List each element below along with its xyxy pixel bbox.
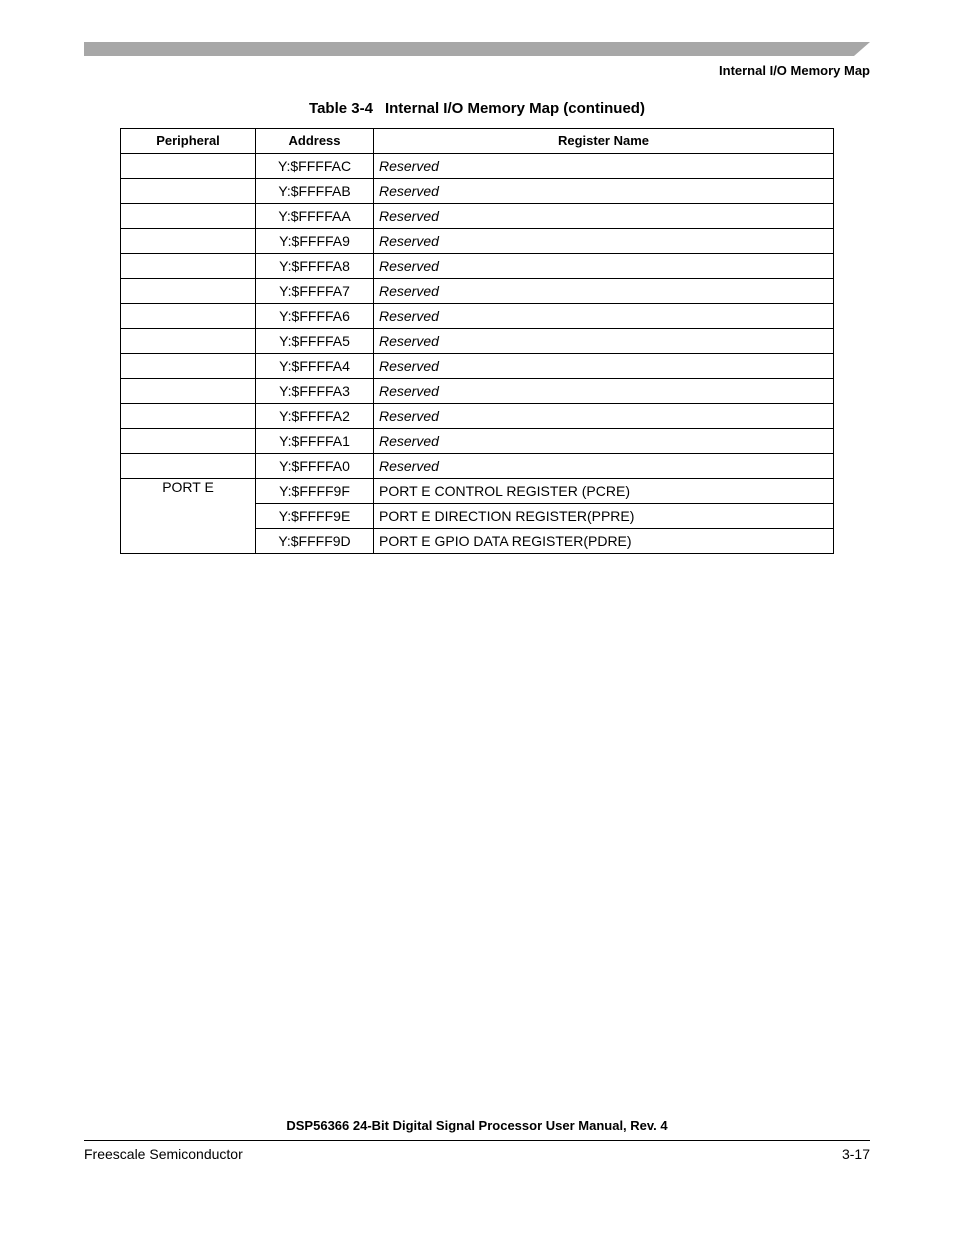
cell-register-name: PORT E CONTROL REGISTER (PCRE) bbox=[374, 479, 834, 504]
cell-register-name: Reserved bbox=[374, 379, 834, 404]
cell-register-name: PORT E DIRECTION REGISTER(PPRE) bbox=[374, 504, 834, 529]
column-header-peripheral: Peripheral bbox=[121, 129, 256, 154]
column-header-register-name: Register Name bbox=[374, 129, 834, 154]
cell-register-name: Reserved bbox=[374, 354, 834, 379]
table-row bbox=[121, 329, 834, 354]
cell-peripheral: PORT E bbox=[121, 479, 256, 554]
cell-peripheral bbox=[121, 329, 256, 354]
cell-address: Y:$FFFFA6 bbox=[256, 304, 374, 329]
cell-peripheral bbox=[121, 404, 256, 429]
table-row bbox=[121, 254, 834, 279]
table-row bbox=[121, 229, 834, 254]
cell-register-name: Reserved bbox=[374, 429, 834, 454]
cell-address: Y:$FFFFA5 bbox=[256, 329, 374, 354]
cell-register-name: Reserved bbox=[374, 204, 834, 229]
cell-register-name: Reserved bbox=[374, 404, 834, 429]
cell-address: Y:$FFFF9D bbox=[256, 529, 374, 554]
cell-register-name: Reserved bbox=[374, 229, 834, 254]
table-caption-number: Table 3-4 bbox=[309, 100, 373, 117]
table-row bbox=[121, 279, 834, 304]
cell-peripheral bbox=[121, 279, 256, 304]
section-title: Internal I/O Memory Map bbox=[719, 63, 870, 78]
table-caption-title: Internal I/O Memory Map (continued) bbox=[384, 100, 645, 117]
cell-peripheral bbox=[121, 154, 256, 179]
cell-peripheral bbox=[121, 454, 256, 479]
table-row bbox=[121, 304, 834, 329]
table-row bbox=[121, 154, 834, 179]
cell-peripheral bbox=[121, 254, 256, 279]
table-row bbox=[121, 454, 834, 479]
cell-address: Y:$FFFFA1 bbox=[256, 429, 374, 454]
cell-address: Y:$FFFFA8 bbox=[256, 254, 374, 279]
column-header-address: Address bbox=[256, 129, 374, 154]
cell-register-name: PORT E GPIO DATA REGISTER(PDRE) bbox=[374, 529, 834, 554]
cell-register-name: Reserved bbox=[374, 279, 834, 304]
table-body bbox=[121, 154, 834, 554]
header-bar bbox=[84, 42, 870, 56]
cell-address: Y:$FFFFAA bbox=[256, 204, 374, 229]
memory-map-table bbox=[120, 128, 834, 554]
header-bar-shape bbox=[84, 42, 870, 56]
cell-register-name: Reserved bbox=[374, 304, 834, 329]
cell-register-name: Reserved bbox=[374, 254, 834, 279]
cell-address: Y:$FFFF9E bbox=[256, 504, 374, 529]
cell-peripheral bbox=[121, 179, 256, 204]
footer-page-number: 3-17 bbox=[841, 1146, 870, 1162]
table-row bbox=[121, 204, 834, 229]
cell-address: Y:$FFFFA2 bbox=[256, 404, 374, 429]
table-row bbox=[121, 354, 834, 379]
cell-address: Y:$FFFFA0 bbox=[256, 454, 374, 479]
footer-company: Freescale Semiconductor bbox=[84, 1146, 243, 1162]
cell-address: Y:$FFFFAB bbox=[256, 179, 374, 204]
table-row bbox=[121, 179, 834, 204]
cell-address: Y:$FFFF9F bbox=[256, 479, 374, 504]
cell-address: Y:$FFFFA4 bbox=[256, 354, 374, 379]
cell-peripheral bbox=[121, 354, 256, 379]
cell-peripheral bbox=[121, 379, 256, 404]
cell-peripheral bbox=[121, 204, 256, 229]
table-caption bbox=[120, 100, 834, 117]
table-row bbox=[121, 429, 834, 454]
table-row bbox=[121, 379, 834, 404]
cell-address: Y:$FFFFA7 bbox=[256, 279, 374, 304]
table-row bbox=[121, 479, 834, 504]
cell-address: Y:$FFFFAC bbox=[256, 154, 374, 179]
cell-peripheral bbox=[121, 229, 256, 254]
cell-register-name: Reserved bbox=[374, 179, 834, 204]
cell-peripheral bbox=[121, 304, 256, 329]
table-header-row bbox=[121, 129, 834, 154]
cell-register-name: Reserved bbox=[374, 154, 834, 179]
cell-register-name: Reserved bbox=[374, 454, 834, 479]
cell-address: Y:$FFFFA9 bbox=[256, 229, 374, 254]
footer-rule bbox=[84, 1140, 870, 1141]
cell-register-name: Reserved bbox=[374, 329, 834, 354]
cell-address: Y:$FFFFA3 bbox=[256, 379, 374, 404]
footer-manual-title: DSP56366 24-Bit Digital Signal Processor User Manual, Rev. 4 bbox=[286, 1118, 668, 1133]
cell-peripheral bbox=[121, 429, 256, 454]
table-row bbox=[121, 404, 834, 429]
